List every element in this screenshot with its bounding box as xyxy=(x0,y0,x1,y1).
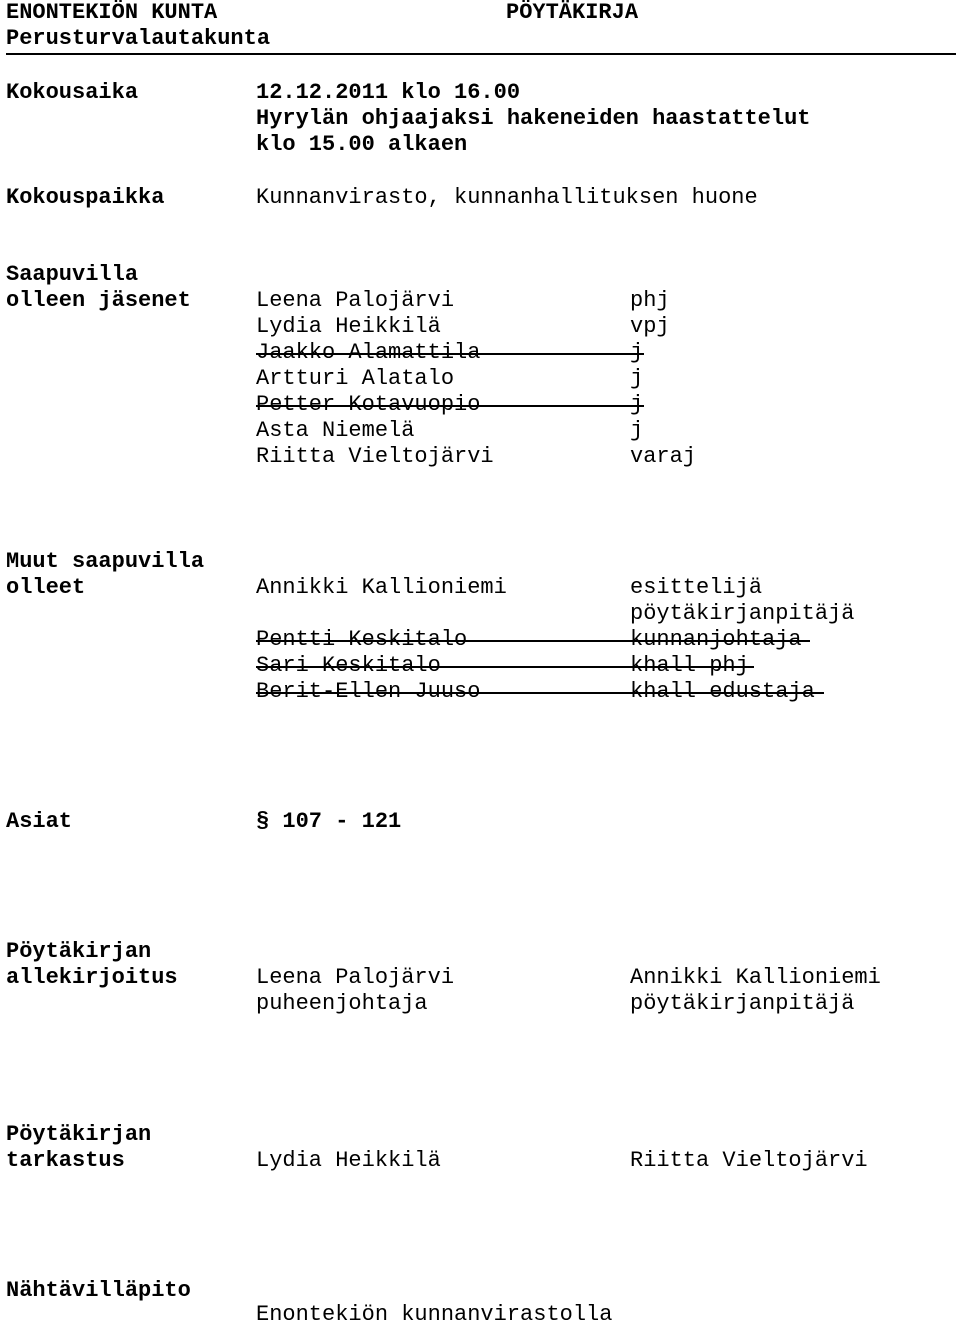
other-role: kunnanjohtaja xyxy=(630,627,802,652)
display-label: Nähtävilläpito xyxy=(6,1278,191,1303)
other-role: khall edustaja xyxy=(630,679,815,704)
member-name: Riitta Vieltojärvi xyxy=(256,444,494,469)
other-role: khall phj xyxy=(630,653,749,678)
strikethrough-line xyxy=(256,666,754,668)
strikethrough-line xyxy=(256,692,824,694)
board-name: Perusturvalautakunta xyxy=(6,26,271,51)
member-name: Leena Palojärvi xyxy=(256,288,455,313)
secretary-name: Annikki Kallioniemi xyxy=(630,965,881,990)
signature-label-1: Pöytäkirjan xyxy=(6,939,152,964)
strikethrough-line xyxy=(256,405,644,407)
other-role: esittelijä xyxy=(630,575,763,600)
others-label-2: olleet xyxy=(6,575,86,600)
items-value: § 107 - 121 xyxy=(256,809,402,834)
items-label: Asiat xyxy=(6,809,73,834)
signature-label-2: allekirjoitus xyxy=(6,965,178,990)
members-label-2: olleen jäsenet xyxy=(6,288,191,313)
other-name: Berit-Ellen Juuso xyxy=(256,679,481,704)
chair-name: Leena Palojärvi xyxy=(256,965,455,990)
member-role: j xyxy=(630,340,644,365)
doc-type: PÖYTÄKIRJA xyxy=(506,0,639,25)
member-role: j xyxy=(630,366,644,391)
member-role: phj xyxy=(630,288,670,313)
meeting-time-line-1: 12.12.2011 klo 16.00 xyxy=(256,80,521,105)
member-name: Petter Kotavuopio xyxy=(256,392,481,417)
member-name: Artturi Alatalo xyxy=(256,366,455,391)
org-name: ENONTEKIÖN KUNTA xyxy=(6,0,218,25)
strikethrough-line xyxy=(256,353,644,355)
members-label-1: Saapuvilla xyxy=(6,262,139,287)
strikethrough-line xyxy=(256,640,810,642)
other-name: Pentti Keskitalo xyxy=(256,627,468,652)
meeting-time-line-2: Hyrylän ohjaajaksi hakeneiden haastattelut xyxy=(256,106,811,131)
member-role: j xyxy=(630,392,644,417)
reviewer-name-2: Riitta Vieltojärvi xyxy=(630,1148,868,1173)
member-role: vpj xyxy=(630,314,670,339)
chair-title: puheenjohtaja xyxy=(256,991,428,1016)
review-label-2: tarkastus xyxy=(6,1148,125,1173)
member-role: varaj xyxy=(630,444,697,469)
review-label-1: Pöytäkirjan xyxy=(6,1122,152,1147)
other-name: Annikki Kallioniemi xyxy=(256,575,507,600)
other-name: Sari Keskitalo xyxy=(256,653,441,678)
member-name: Asta Niemelä xyxy=(256,418,415,443)
header-divider xyxy=(6,53,956,55)
secretary-title: pöytäkirjanpitäjä xyxy=(630,991,855,1016)
display-value: Enontekiön kunnanvirastolla xyxy=(256,1302,613,1327)
others-label-1: Muut saapuvilla xyxy=(6,549,205,574)
other-role: pöytäkirjanpitäjä xyxy=(630,601,855,626)
meeting-time-line-3: klo 15.00 alkaen xyxy=(256,132,468,157)
meeting-place-label: Kokouspaikka xyxy=(6,185,165,210)
member-name: Jaakko Alamattila xyxy=(256,340,481,365)
reviewer-name-1: Lydia Heikkilä xyxy=(256,1148,441,1173)
member-name: Lydia Heikkilä xyxy=(256,314,441,339)
meeting-place-value: Kunnanvirasto, kunnanhallituksen huone xyxy=(256,185,758,210)
meeting-time-label: Kokousaika xyxy=(6,80,139,105)
member-role: j xyxy=(630,418,644,443)
